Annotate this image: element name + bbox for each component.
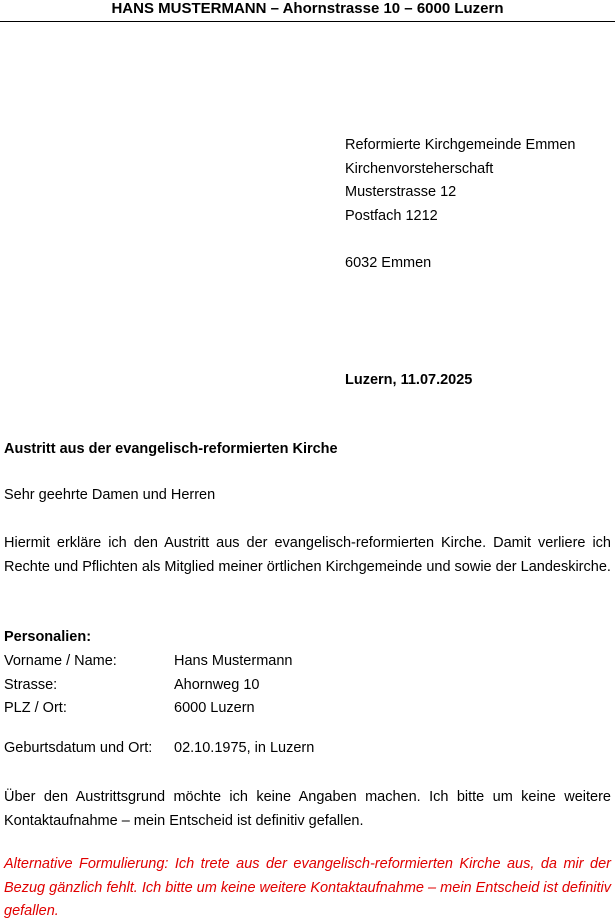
personalia-value: 02.10.1975, in Luzern [174, 740, 315, 756]
recipient-line: Kirchenvorsteherschaft [345, 160, 494, 177]
personalia-title: Personalien: [4, 629, 92, 645]
personalia-label: Vorname / Name: [4, 653, 117, 669]
personalia-value: Ahornweg 10 [174, 677, 260, 693]
letter-header [0, 0, 615, 22]
personalia-row-city [4, 698, 255, 718]
sender-line: HANS MUSTERMANN – Ahornstrasse 10 – 6000 Luzern [111, 0, 504, 17]
recipient-line: Musterstrasse 12 [345, 184, 457, 200]
recipient-line: Reformierte Kirchgemeinde Emmen [345, 137, 576, 153]
personalia-label: PLZ / Ort: [4, 700, 67, 716]
personalia-value: Hans Mustermann [174, 653, 293, 669]
alternative-wording: Alternative Formulierung: Ich trete aus der evangelisch-reformierten Kirche aus, da mir der Bezug gänzlich fehlt. Ich bitte um keine weitere Kontaktaufnahme – mein Entscheid ist definitiv gefallen. [4, 856, 611, 919]
letter-subject: Austritt aus der evangelisch-reformierten Kirche [4, 441, 338, 457]
salutation: Sehr geehrte Damen und Herren [4, 487, 216, 503]
recipient-line: Postfach 1212 [345, 207, 438, 224]
personalia-label: Geburtsdatum und Ort: [4, 740, 153, 756]
body-paragraph-declaration: Hiermit erkläre ich den Austritt aus der evangelisch-reformierten Kirche. Damit verliere ich Rechte und Pflichten als Mitglied meiner örtlichen Kirchgemeinde und sowie der Landeskirche. [4, 535, 611, 575]
recipient-city: 6032 Emmen [345, 254, 432, 271]
address-spacer [345, 228, 575, 252]
personalia-row-street [4, 675, 259, 695]
personalia-value: 6000 Luzern [174, 700, 255, 716]
body-paragraph-reason: Über den Austrittsgrund möchte ich keine Angaben machen. Ich bitte um keine weitere Kontaktaufnahme – mein Entscheid ist definitiv gefallen. [4, 789, 611, 829]
recipient-address [345, 134, 575, 275]
personalia-row-birth [4, 738, 314, 758]
personalia-label: Strasse: [4, 677, 58, 693]
personalia-row-name [4, 651, 292, 671]
letter-date: Luzern, 11.07.2025 [345, 372, 473, 388]
